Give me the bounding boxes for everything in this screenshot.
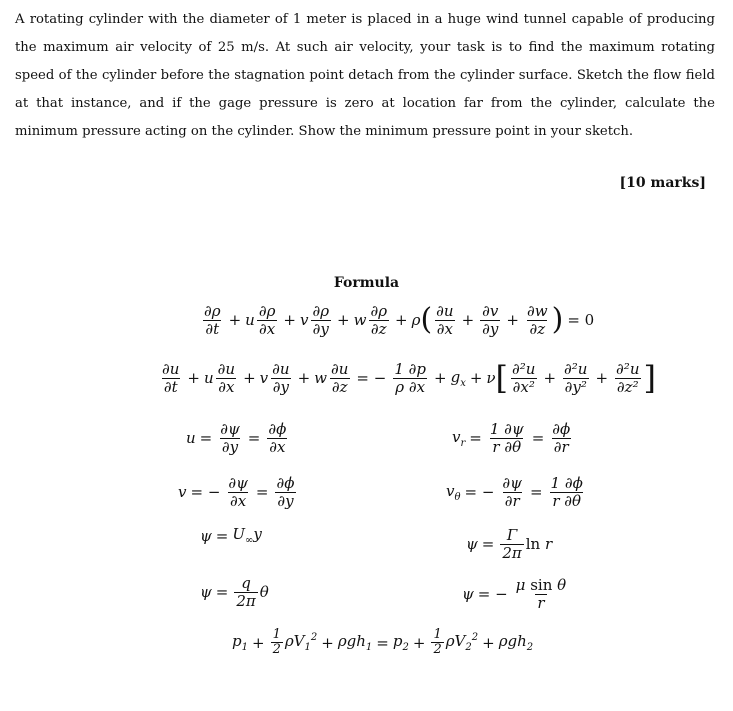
- vtheta-definition-equation: $v_\theta$ = − $\frac{\partial\psi}{\partial r}$ = $\frac{1 \partial\phi}{r \partial\theta}$: [446, 474, 583, 510]
- vr-definition-equation: $v_r$ = $\frac{1 \partial\psi}{r \partial\theta}$ = $\frac{\partial\phi}{\partial r}$: [452, 420, 571, 456]
- formula-heading: Formula: [333, 275, 400, 291]
- bernoulli-equation: $p_1$ + $\frac{1}{2}$ $\rho V_1^2$ + ρgh$_1$ = $p_2$ + $\frac{1}{2}$ $\rho V_2^2$ + ρgh$_2$: [232, 627, 534, 658]
- u-definition-equation: u = $\frac{\partial\psi}{\partial y}$ = $\frac{\partial\phi}{\partial x}$: [186, 420, 287, 456]
- source-equation: ψ = $\frac{q}{2\pi}$ θ: [200, 574, 269, 610]
- continuity-equation: $\frac{\partial\rho}{\partial t}$ + u $\frac{\partial\rho}{\partial x}$ + v $\frac{\partial\rho}{\partial y}$ + w $\frac{\partial\rho}{\partial z}$ + ρ ( $\frac{\partial u}{\partial x}$ + $\frac{\partial v}{\partial y}$ + $\frac{\partial w}{\partial z}$ ) = 0: [204, 302, 595, 338]
- question-text: A rotating cylinder with the diameter of 1 meter is placed in a huge wind tunnel capable of producing the maximum air velocity of 25 m/s. At such air velocity, your task is to find the maximum rotating speed of the cylinder before the stagnation point detach from the cylinder surface. Sketch the flow field at that instance, and if the gage pressure is zero at location far from the cylinder, calculate the minimum pressure acting on the cylinder. Show the minimum pressure point in your sketch.: [15, 12, 715, 139]
- v-definition-equation: v = − $\frac{\partial\psi}{\partial x}$ = $\frac{\partial\phi}{\partial y}$: [178, 474, 295, 510]
- momentum-x-equation: $\frac{\partial u}{\partial t}$ + u $\frac{\partial u}{\partial x}$ + v $\frac{\partial u}{\partial y}$ + w $\frac{\partial u}{\partial z}$ = − $\frac{1 \partial p}{\rho \partial x}$ + $g_x$ + ν [ $\frac{\text{∂²u}}{\text{∂x²}}$ + $\frac{\text{∂²u}}{\text{∂y²}}$ + $\frac{\text{∂²u}}{\text{∂z²}}$ ]: [162, 359, 656, 397]
- doublet-equation: ψ = − $\frac{\text{μ sin θ}}{r}$: [462, 576, 567, 612]
- marks-label: [10 marks]: [619, 175, 706, 191]
- uniform-flow-equation: ψ = $U_\infty y$: [200, 525, 262, 546]
- vortex-equation: ψ = $\frac{\Gamma}{2\pi}$ ln r: [466, 526, 553, 562]
